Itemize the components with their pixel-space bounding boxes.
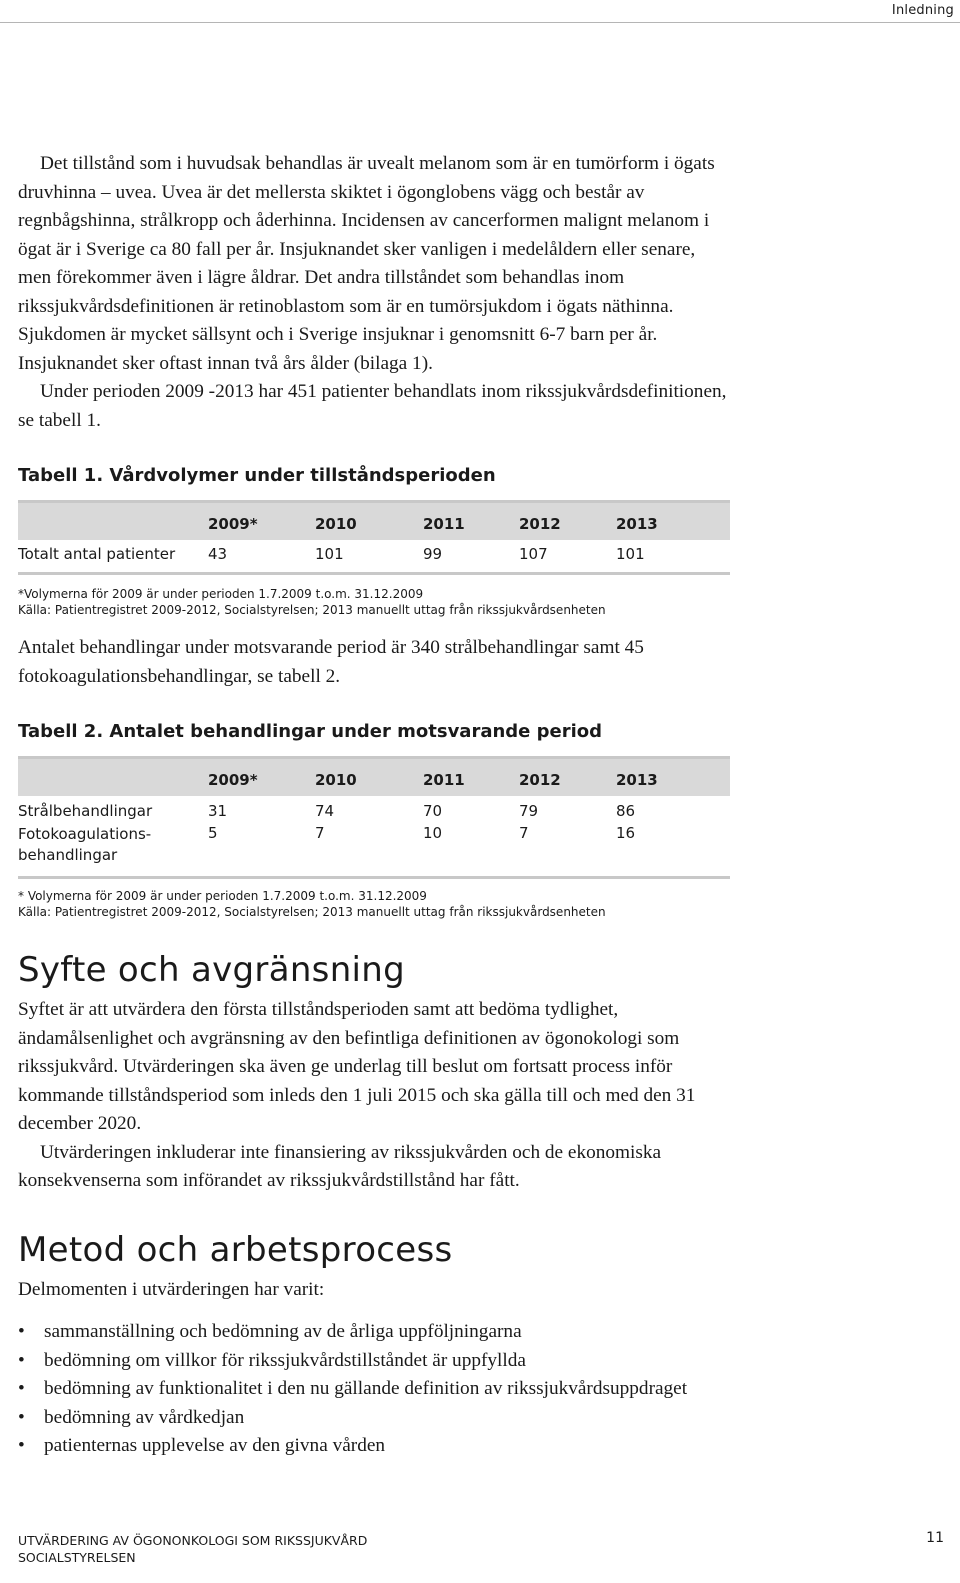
bullet-icon: • [18,1321,25,1342]
header-section-title: Inledning [891,3,954,18]
list-item [18,1318,732,1347]
table1-row-label: Totalt antal patienter [18,540,208,574]
table-row [18,822,730,878]
table1 [18,500,730,575]
table1-header-cell: 2012 [519,502,616,541]
list-item-text: sammanställning och bedömning av de årliga uppföljningarna [44,1321,522,1342]
table-row [18,796,730,822]
table2-cell: 70 [423,802,443,820]
syfte-paragraph-1: Syftet är att utvärdera den första tillståndsperioden samt att bedöma tydlighet, ändamålsenlighet och avgränsning av den befintliga definitionen av ögonokologi som rikssjukvård. Utvärderingen ska även ge underlag till beslut om fortsatt process inför kommande tillståndsperiod som inleds den 1 juli 2015 och ska gälla till och med den 31 december 2020. [18,999,696,1134]
footer-report-title: UTVÄRDERING AV ÖGONONKOLOGI SOM RIKSSJUKVÅRD [18,1533,368,1548]
table1-cell: 101 [616,540,730,574]
table2-cell: 7 [519,822,616,878]
table2-note-volumes: * Volymerna för 2009 är under perioden 1.7.2009 t.o.m. 31.12.2009 [18,889,427,903]
metod-intro: Delmomenten i utvärderingen har varit: [18,1278,325,1300]
between-tables-paragraph: Antalet behandlingar under motsvarande period är 340 strålbehandlingar samt 45 fotokoagulationsbehandlingar, se tabell 2. [18,637,644,687]
table1-cell: 99 [423,540,519,574]
list-item-text: bedömning av funktionalitet i den nu gällande definition av rikssjukvårdsuppdraget [44,1378,688,1399]
table1-cell: 43 [208,540,315,574]
table2-header-cell: 2013 [616,758,730,797]
table2-caption: Tabell 2. Antalet behandlingar under motsvarande period [18,721,603,742]
table1-cell: 101 [315,540,423,574]
table2-header-row [18,758,730,797]
page-footer [18,1532,367,1566]
table2-cell: 7 [315,822,423,878]
list-item-text: bedömning om villkor för rikssjukvårdstillståndet är uppfyllda [44,1349,526,1371]
intro-paragraph-2: Under perioden 2009 -2013 har 451 patienter behandlats inom rikssjukvårdsdefinitionen, se tabell 1. [18,381,727,431]
table1-header-cell: 2009* [208,502,315,541]
section-heading-syfte: Syfte och avgränsning [18,950,406,990]
page-number: 11 [926,1530,944,1546]
table2-row-label: Fotokoagulations-behandlingar [18,822,208,878]
table2-cell: 86 [616,802,636,820]
page-content [18,150,746,1461]
list-item [18,1347,732,1376]
bullet-icon: • [18,1406,25,1428]
list-item [18,1404,732,1433]
list-item [18,1432,732,1461]
intro-paragraph-1: Det tillstånd som i huvudsak behandlas är uvealt melanom som är en tumörform i ögats druvhinna – uvea. Uvea är det mellersta skiktet i ögonglobens vägg och består av regnbågshinna, strålkropp och åderhinna. Incidensen av cancerformen malignt melanom i ögat är i Sverige ca 80 fall per år. Insjuknandet sker vanligen i medelåldern eller senare, men förekommer även i lägre åldrar. Det andra tillståndet som behandlas inom rikssjukvårdsdefinitionen är retinoblastom som är en tumörsjukdom i ögats näthinna. Sjukdomen är mycket sällsynt och i Sverige insjuknar i genomsnitt 6-7 barn per år. Insjuknandet sker oftast innan två års ålder (bilaga 1). [18,153,715,374]
list-item-text: bedömning av vårdkedjan [44,1406,245,1428]
table1-header-cell [18,502,208,541]
table1-header-cell: 2013 [616,502,730,541]
list-item [18,1375,732,1404]
table2-cell: 31 [208,802,228,820]
footer-publisher: SOCIALSTYRELSEN [18,1550,136,1565]
table2-cell: 16 [616,822,730,878]
table2-cell: 79 [519,802,539,820]
table1-header-cell: 2010 [315,502,423,541]
bullet-icon: • [18,1349,25,1371]
table2-cell: 74 [315,802,335,820]
table-row [18,540,730,574]
page-header [0,0,960,23]
table2-header-cell: 2012 [519,758,616,797]
metod-bullet-list [18,1318,732,1461]
table2-header-cell: 2010 [315,758,423,797]
table1-header-cell: 2011 [423,502,519,541]
bullet-icon: • [18,1435,25,1456]
table2 [18,756,730,879]
table2-header-cell: 2011 [423,758,519,797]
table2-note-source: Källa: Patientregistret 2009-2012, Socialstyrelsen; 2013 manuellt uttag från rikssjukvårdsenheten [18,904,606,919]
table2-header-cell: 2009* [208,758,315,797]
table1-note-volumes: *Volymerna för 2009 är under perioden 1.7.2009 t.o.m. 31.12.2009 [18,587,424,601]
table1-caption: Tabell 1. Vårdvolymer under tillståndsperioden [18,465,496,486]
table1-cell: 107 [519,540,616,574]
section-heading-metod: Metod och arbetsprocess [18,1229,453,1270]
syfte-paragraph-2: Utvärderingen inkluderar inte finansiering av rikssjukvården och de ekonomiska konsekvenserna som införandet av rikssjukvårdstillstånd har fått. [18,1141,662,1191]
table2-cell: 5 [208,822,315,878]
bullet-icon: • [18,1378,25,1399]
table2-cell: 10 [423,822,519,878]
table2-row-label: Strålbehandlingar [18,802,153,820]
list-item-text: patienternas upplevelse av den givna vården [44,1435,386,1456]
table1-note-source: Källa: Patientregistret 2009-2012, Socialstyrelsen; 2013 manuellt uttag från rikssjukvårdsenheten [18,602,606,617]
table1-header-row [18,502,730,541]
table2-header-cell [18,758,208,797]
